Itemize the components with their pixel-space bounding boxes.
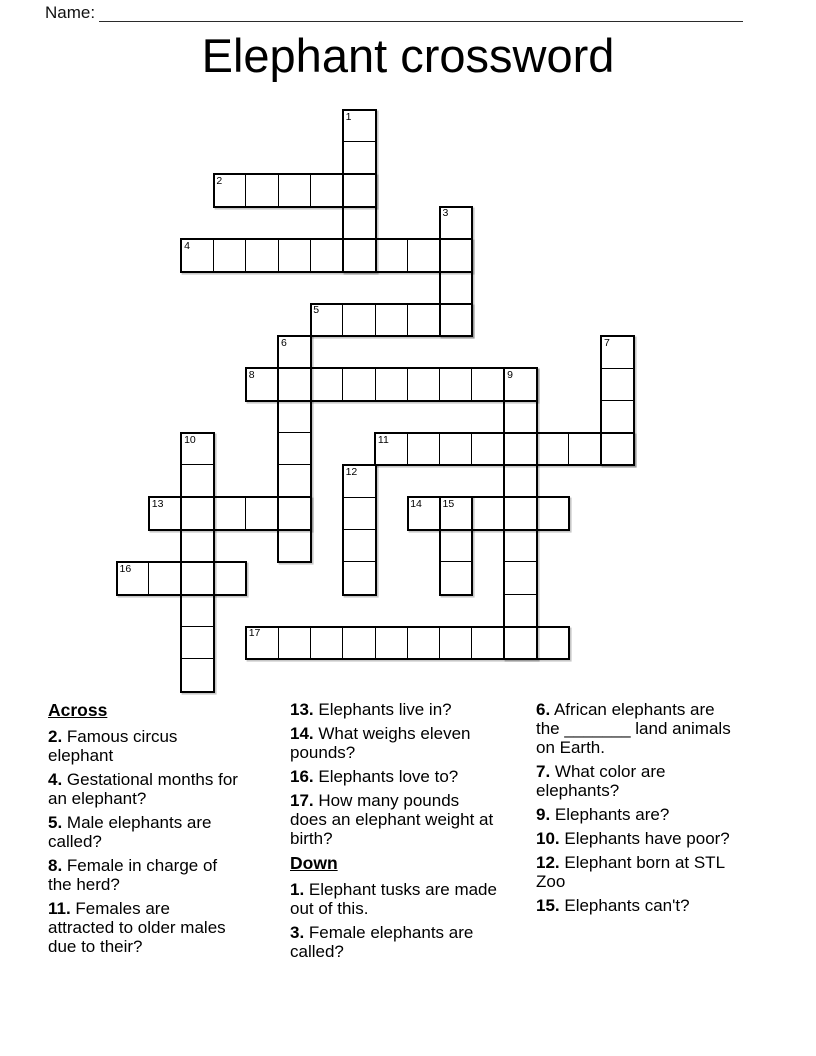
grid-cell bbox=[342, 174, 376, 208]
grid-cell bbox=[310, 238, 344, 272]
grid-cell bbox=[148, 561, 182, 595]
clues-column-1 bbox=[48, 700, 238, 961]
grid-cell bbox=[181, 561, 215, 595]
clue-item: 3. Female elephants are called? bbox=[290, 923, 474, 961]
grid-cell bbox=[439, 368, 473, 402]
clue-item: 16. Elephants love to? bbox=[290, 767, 459, 786]
grid-cell bbox=[504, 497, 538, 531]
grid-cell bbox=[375, 238, 409, 272]
clue-item: 14. What weighs eleven pounds? bbox=[290, 724, 471, 762]
clue-item: 17. How many pounds does an elephant weight at birth? bbox=[290, 791, 494, 848]
grid-cell bbox=[181, 658, 215, 692]
grid-cell bbox=[342, 238, 376, 272]
clue-item: 6. African elephants are the _______ land animals on Earth. bbox=[536, 700, 731, 757]
cell-number: 7 bbox=[604, 336, 610, 349]
name-blank-line bbox=[99, 2, 743, 22]
clue-number: 4. bbox=[48, 770, 63, 789]
grid-cell bbox=[439, 529, 473, 563]
grid-cell bbox=[536, 432, 570, 466]
grid-cell bbox=[407, 432, 441, 466]
cell-number: 10 bbox=[184, 433, 196, 446]
grid-cell bbox=[278, 174, 312, 208]
grid-cell bbox=[278, 432, 312, 466]
clues-section-heading: Down bbox=[290, 853, 338, 873]
cell-number: 1 bbox=[345, 110, 352, 123]
clues-column-3 bbox=[536, 700, 742, 920]
clue-number: 14. bbox=[290, 724, 314, 743]
clue-number: 8. bbox=[48, 856, 63, 875]
cell-number: 13 bbox=[151, 498, 164, 511]
grid-cell bbox=[601, 400, 635, 434]
grid-cell bbox=[342, 561, 376, 595]
clue-item: 15. Elephants can't? bbox=[536, 896, 690, 915]
clue-number: 11. bbox=[48, 899, 71, 918]
cell-number: 8 bbox=[248, 368, 255, 381]
grid-cell bbox=[278, 529, 312, 563]
grid-cell bbox=[471, 497, 505, 531]
grid-cell bbox=[278, 368, 312, 402]
cell-number: 17 bbox=[248, 627, 261, 640]
grid-cell bbox=[439, 238, 473, 272]
cell-number: 11 bbox=[377, 433, 389, 446]
grid-cell bbox=[536, 626, 570, 660]
grid-cell bbox=[310, 174, 344, 208]
clue-item: 11. Females are attracted to older males due to their? bbox=[48, 899, 226, 956]
grid-cell bbox=[278, 626, 312, 660]
grid-cell bbox=[213, 497, 247, 531]
grid-cell bbox=[407, 238, 441, 272]
grid-cell bbox=[181, 594, 215, 628]
grid-cell bbox=[181, 529, 215, 563]
grid-cell bbox=[439, 271, 473, 305]
clue-number: 7. bbox=[536, 762, 551, 781]
grid-cell bbox=[407, 303, 441, 337]
page-title: Elephant crossword bbox=[201, 29, 615, 82]
clues-column-2 bbox=[290, 700, 498, 966]
clue-item: 10. Elephants have poor? bbox=[536, 829, 730, 848]
grid-cell bbox=[375, 303, 409, 337]
clue-number: 5. bbox=[48, 813, 63, 832]
cell-number: 16 bbox=[119, 562, 132, 575]
grid-cell bbox=[504, 400, 538, 434]
clue-number: 16. bbox=[290, 767, 314, 786]
grid-cell bbox=[504, 626, 538, 660]
cell-number: 9 bbox=[507, 368, 513, 381]
clue-number: 2. bbox=[48, 727, 63, 746]
grid-cell bbox=[181, 626, 215, 660]
grid-cell bbox=[181, 464, 215, 498]
grid-cell bbox=[439, 303, 473, 337]
grid-cell bbox=[471, 432, 505, 466]
grid-cell bbox=[601, 368, 635, 402]
grid-cell bbox=[407, 626, 441, 660]
grid-cell bbox=[471, 626, 505, 660]
grid-cell bbox=[439, 626, 473, 660]
grid-cell bbox=[213, 238, 247, 272]
clue-number: 17. bbox=[290, 791, 314, 810]
clue-number: 6. bbox=[536, 700, 551, 719]
clue-number: 9. bbox=[536, 805, 551, 824]
grid-cell bbox=[342, 529, 376, 563]
grid-cell bbox=[471, 368, 505, 402]
cell-number: 6 bbox=[281, 336, 287, 349]
clue-item: 1. Elephant tusks are made out of this. bbox=[290, 880, 497, 918]
grid-cell bbox=[342, 141, 376, 175]
grid-cell bbox=[504, 529, 538, 563]
grid-cell bbox=[342, 626, 376, 660]
grid-cell bbox=[504, 561, 538, 595]
grid-cell bbox=[375, 626, 409, 660]
cell-number: 2 bbox=[216, 175, 223, 188]
grid-cell bbox=[342, 368, 376, 402]
grid-cell bbox=[245, 174, 279, 208]
grid-cell bbox=[278, 238, 312, 272]
cell-number: 15 bbox=[442, 498, 455, 511]
clue-item: 8. Female in charge of the herd? bbox=[48, 856, 218, 894]
grid-cell bbox=[278, 497, 312, 531]
grid-cell bbox=[278, 400, 312, 434]
grid-cell bbox=[310, 626, 344, 660]
clue-number: 1. bbox=[290, 880, 305, 899]
grid-cell bbox=[536, 497, 570, 531]
cell-number: 3 bbox=[442, 207, 449, 220]
clue-number: 12. bbox=[536, 853, 560, 872]
grid-cell bbox=[504, 464, 538, 498]
clue-item: 4. Gestational months for an elephant? bbox=[48, 770, 238, 808]
grid-cell bbox=[439, 432, 473, 466]
clue-item: 13. Elephants live in? bbox=[290, 700, 452, 719]
clue-number: 3. bbox=[290, 923, 305, 942]
clues-section-heading: Across bbox=[48, 700, 108, 720]
grid-cell bbox=[213, 561, 247, 595]
grid-cell bbox=[568, 432, 602, 466]
grid-cell bbox=[375, 368, 409, 402]
grid-cell bbox=[245, 497, 279, 531]
grid-cell bbox=[342, 206, 376, 240]
grid-cell bbox=[439, 561, 473, 595]
cell-number: 4 bbox=[184, 239, 190, 252]
clue-item: 9. Elephants are? bbox=[536, 805, 670, 824]
grid-cell bbox=[245, 238, 279, 272]
cell-number: 14 bbox=[410, 498, 422, 511]
grid-cell bbox=[342, 303, 376, 337]
grid-cell bbox=[310, 368, 344, 402]
grid-cell bbox=[601, 432, 635, 466]
clue-item: 7. What color are elephants? bbox=[536, 762, 666, 800]
clue-item: 5. Male elephants are called? bbox=[48, 813, 212, 851]
clue-number: 15. bbox=[536, 896, 560, 915]
clue-item: 2. Famous circus elephant bbox=[48, 727, 178, 765]
clue-number: 13. bbox=[290, 700, 314, 719]
grid-cell bbox=[278, 464, 312, 498]
cell-number: 5 bbox=[313, 304, 320, 317]
grid-cell bbox=[504, 594, 538, 628]
grid-cell bbox=[504, 432, 538, 466]
name-label: Name: bbox=[45, 3, 96, 22]
cell-number: 12 bbox=[345, 465, 358, 478]
grid-cell bbox=[407, 368, 441, 402]
clue-item: 12. Elephant born at STL Zoo bbox=[536, 853, 725, 891]
grid-cell bbox=[181, 497, 215, 531]
clue-number: 10. bbox=[536, 829, 560, 848]
grid-cell bbox=[342, 497, 376, 531]
